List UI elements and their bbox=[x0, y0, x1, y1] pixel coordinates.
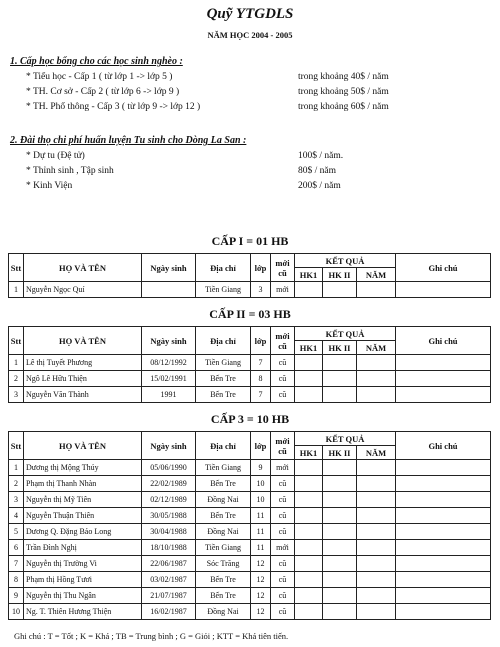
cell-status: cũ bbox=[271, 588, 295, 604]
cell-hk1 bbox=[295, 282, 323, 298]
cell-year bbox=[357, 460, 396, 476]
col-header-name: HỌ VÀ TÊN bbox=[24, 327, 142, 355]
section1-item-label: * Tiểu học - Cấp 1 ( từ lớp 1 -> lớp 5 ) bbox=[26, 72, 173, 82]
cell-year bbox=[357, 492, 396, 508]
col-header-hk1: HK1 bbox=[295, 268, 323, 282]
cell-stt: 8 bbox=[9, 572, 24, 588]
cell-year bbox=[357, 524, 396, 540]
cell-stt: 3 bbox=[9, 387, 24, 403]
cell-dob: 08/12/1992 bbox=[142, 355, 196, 371]
cell-note bbox=[396, 524, 491, 540]
cell-address: Bến Tre bbox=[196, 387, 251, 403]
cell-dob: 30/05/1988 bbox=[142, 508, 196, 524]
cell-year bbox=[357, 355, 396, 371]
table-row bbox=[9, 476, 491, 492]
page-title: Quỹ YTGDLS bbox=[206, 6, 294, 22]
cell-name: Nguyễn Thuận Thiên bbox=[24, 508, 142, 524]
cell-address: Bến Tre bbox=[196, 588, 251, 604]
col-header-hk2: HK II bbox=[323, 341, 357, 355]
section1-item-label: * TH. Cơ sở - Cấp 2 ( từ lớp 6 -> lớp 9 ) bbox=[26, 87, 180, 97]
cell-year bbox=[357, 604, 396, 620]
cell-stt: 1 bbox=[9, 355, 24, 371]
footnote: Ghi chú : T = Tốt ; K = Khá ; TB = Trung bình ; G = Giỏi ; KTT = Khá tiên tiến. bbox=[14, 631, 289, 641]
cell-hk1 bbox=[295, 460, 323, 476]
cell-grade: 12 bbox=[251, 604, 271, 620]
cell-stt: 10 bbox=[9, 604, 24, 620]
table-row bbox=[9, 524, 491, 540]
cell-status: mới bbox=[271, 460, 295, 476]
col-header-result: KẾT QUẢ bbox=[295, 327, 396, 341]
cell-grade: 7 bbox=[251, 355, 271, 371]
col-header-hk1: HK1 bbox=[295, 446, 323, 460]
cell-hk1 bbox=[295, 588, 323, 604]
cell-status: mới bbox=[271, 540, 295, 556]
cell-hk1 bbox=[295, 355, 323, 371]
cell-stt: 4 bbox=[9, 508, 24, 524]
section2-item-value: 200$ / năm bbox=[298, 181, 341, 191]
cell-dob: 22/06/1987 bbox=[142, 556, 196, 572]
section2-heading: 2. Đài thọ chi phí huấn luyện Tu sinh cho Dòng La San : bbox=[10, 135, 247, 146]
col-header-year: NĂM bbox=[357, 341, 396, 355]
cell-stt: 2 bbox=[9, 371, 24, 387]
cell-note bbox=[396, 492, 491, 508]
cell-address: Bến Tre bbox=[196, 371, 251, 387]
cell-address: Tiền Giang bbox=[196, 460, 251, 476]
col-header-hk2: HK II bbox=[323, 446, 357, 460]
cell-stt: 3 bbox=[9, 492, 24, 508]
cell-note bbox=[396, 572, 491, 588]
table-row bbox=[9, 588, 491, 604]
cell-status: cũ bbox=[271, 387, 295, 403]
table-row bbox=[9, 371, 491, 387]
cell-hk2 bbox=[323, 371, 357, 387]
cell-stt: 2 bbox=[9, 476, 24, 492]
cell-hk2 bbox=[323, 588, 357, 604]
scholarship-table bbox=[8, 326, 491, 403]
cell-hk1 bbox=[295, 556, 323, 572]
cell-name: Nguyễn Ngọc Quí bbox=[24, 282, 142, 298]
col-header-address: Địa chỉ bbox=[196, 432, 251, 460]
cell-dob: 16/02/1987 bbox=[142, 604, 196, 620]
cell-stt: 9 bbox=[9, 588, 24, 604]
table-caption: CẤP I = 01 HB bbox=[211, 234, 289, 248]
cell-note bbox=[396, 604, 491, 620]
col-header-grade: lớp bbox=[251, 254, 271, 282]
cell-name: Nguyễn thị Mỹ Tiên bbox=[24, 492, 142, 508]
cell-year bbox=[357, 387, 396, 403]
section1-item-value: trong khoảng 50$ / năm bbox=[298, 87, 389, 97]
cell-dob: 15/02/1991 bbox=[142, 371, 196, 387]
table-row bbox=[9, 460, 491, 476]
col-header-stt: Stt bbox=[9, 327, 24, 355]
cell-year bbox=[357, 508, 396, 524]
cell-year bbox=[357, 371, 396, 387]
cell-grade: 8 bbox=[251, 371, 271, 387]
cell-address: Đồng Nai bbox=[196, 492, 251, 508]
cell-dob: 1991 bbox=[142, 387, 196, 403]
cell-address: Tiền Giang bbox=[196, 540, 251, 556]
cell-grade: 10 bbox=[251, 476, 271, 492]
cell-status: cũ bbox=[271, 572, 295, 588]
table-row bbox=[9, 387, 491, 403]
col-header-note: Ghi chú bbox=[396, 432, 491, 460]
cell-address: Sóc Trăng bbox=[196, 556, 251, 572]
scholarship-table bbox=[8, 253, 491, 298]
col-header-result: KẾT QUẢ bbox=[295, 432, 396, 446]
cell-grade: 3 bbox=[251, 282, 271, 298]
col-header-status: mới cũ bbox=[271, 432, 295, 460]
cell-name: Lê thị Tuyết Phương bbox=[24, 355, 142, 371]
col-header-name: HỌ VÀ TÊN bbox=[24, 432, 142, 460]
cell-grade: 11 bbox=[251, 508, 271, 524]
cell-year bbox=[357, 476, 396, 492]
scholarship-table bbox=[8, 431, 491, 620]
cell-hk2 bbox=[323, 572, 357, 588]
cell-year bbox=[357, 282, 396, 298]
cell-note bbox=[396, 282, 491, 298]
cell-hk2 bbox=[323, 460, 357, 476]
cell-status: cũ bbox=[271, 556, 295, 572]
col-header-name: HỌ VÀ TÊN bbox=[24, 254, 142, 282]
cell-grade: 9 bbox=[251, 460, 271, 476]
cell-grade: 11 bbox=[251, 524, 271, 540]
col-header-grade: lớp bbox=[251, 432, 271, 460]
section2-item-label: * Kinh Viện bbox=[26, 181, 73, 191]
table-row bbox=[9, 492, 491, 508]
cell-name: Dương Q. Đặng Bảo Long bbox=[24, 524, 142, 540]
cell-note bbox=[396, 508, 491, 524]
col-header-address: Địa chỉ bbox=[196, 254, 251, 282]
col-header-stt: Stt bbox=[9, 432, 24, 460]
cell-name: Nguyễn thị Thu Ngân bbox=[24, 588, 142, 604]
col-header-dob: Ngày sinh bbox=[142, 432, 196, 460]
cell-name: Nguyễn thị Trường Vi bbox=[24, 556, 142, 572]
table-row bbox=[9, 355, 491, 371]
col-header-note: Ghi chú bbox=[396, 327, 491, 355]
cell-hk2 bbox=[323, 282, 357, 298]
table-row bbox=[9, 572, 491, 588]
cell-year bbox=[357, 572, 396, 588]
cell-note bbox=[396, 387, 491, 403]
cell-hk2 bbox=[323, 476, 357, 492]
cell-hk2 bbox=[323, 524, 357, 540]
cell-status: cũ bbox=[271, 355, 295, 371]
cell-note bbox=[396, 355, 491, 371]
cell-grade: 11 bbox=[251, 540, 271, 556]
table-row bbox=[9, 282, 491, 298]
cell-year bbox=[357, 556, 396, 572]
col-header-year: NĂM bbox=[357, 446, 396, 460]
cell-hk1 bbox=[295, 387, 323, 403]
cell-note bbox=[396, 540, 491, 556]
cell-dob bbox=[142, 282, 196, 298]
col-header-dob: Ngày sinh bbox=[142, 327, 196, 355]
col-header-note: Ghi chú bbox=[396, 254, 491, 282]
section1-item-value: trong khoảng 60$ / năm bbox=[298, 102, 389, 112]
cell-hk2 bbox=[323, 492, 357, 508]
cell-dob: 18/10/1988 bbox=[142, 540, 196, 556]
section2-item-label: * Dự tu (Đệ tử) bbox=[26, 151, 85, 161]
cell-name: Phạm thị Hồng Tươi bbox=[24, 572, 142, 588]
cell-hk2 bbox=[323, 556, 357, 572]
cell-status: cũ bbox=[271, 604, 295, 620]
cell-hk2 bbox=[323, 604, 357, 620]
cell-hk2 bbox=[323, 387, 357, 403]
section2-item-label: * Thỉnh sinh , Tập sinh bbox=[26, 166, 114, 176]
cell-note bbox=[396, 371, 491, 387]
table-row bbox=[9, 508, 491, 524]
cell-hk1 bbox=[295, 572, 323, 588]
section2-item-value: 80$ / năm bbox=[298, 166, 336, 176]
cell-address: Tiền Giang bbox=[196, 355, 251, 371]
cell-name: Dương thị Mộng Thúy bbox=[24, 460, 142, 476]
cell-address: Đồng Nai bbox=[196, 604, 251, 620]
table-caption: CẤP II = 03 HB bbox=[209, 307, 291, 321]
col-header-status: mới cũ bbox=[271, 327, 295, 355]
cell-name: Nguyễn Văn Thành bbox=[24, 387, 142, 403]
cell-hk1 bbox=[295, 524, 323, 540]
cell-name: Ngô Lê Hữu Thiện bbox=[24, 371, 142, 387]
cell-address: Bến Tre bbox=[196, 572, 251, 588]
cell-hk1 bbox=[295, 540, 323, 556]
cell-stt: 5 bbox=[9, 524, 24, 540]
cell-status: cũ bbox=[271, 476, 295, 492]
cell-status: cũ bbox=[271, 508, 295, 524]
cell-status: cũ bbox=[271, 524, 295, 540]
cell-hk1 bbox=[295, 371, 323, 387]
cell-stt: 1 bbox=[9, 282, 24, 298]
cell-hk2 bbox=[323, 355, 357, 371]
section2-item-value: 100$ / năm. bbox=[298, 151, 344, 161]
cell-address: Bến Tre bbox=[196, 508, 251, 524]
cell-dob: 03/02/1987 bbox=[142, 572, 196, 588]
school-year: NĂM HỌC 2004 - 2005 bbox=[207, 30, 293, 40]
section1-item-label: * TH. Phổ thông - Cấp 3 ( từ lớp 9 -> lớp 12 ) bbox=[26, 102, 201, 112]
cell-name: Ng. T. Thiên Hương Thiện bbox=[24, 604, 142, 620]
section1-item-value: trong khoảng 40$ / năm bbox=[298, 72, 389, 82]
col-header-hk2: HK II bbox=[323, 268, 357, 282]
cell-stt: 6 bbox=[9, 540, 24, 556]
cell-hk1 bbox=[295, 508, 323, 524]
cell-year bbox=[357, 540, 396, 556]
cell-dob: 05/06/1990 bbox=[142, 460, 196, 476]
cell-grade: 7 bbox=[251, 387, 271, 403]
cell-dob: 21/07/1987 bbox=[142, 588, 196, 604]
cell-hk2 bbox=[323, 540, 357, 556]
cell-dob: 02/12/1989 bbox=[142, 492, 196, 508]
cell-note bbox=[396, 588, 491, 604]
cell-status: cũ bbox=[271, 492, 295, 508]
col-header-dob: Ngày sinh bbox=[142, 254, 196, 282]
cell-status: mới bbox=[271, 282, 295, 298]
col-header-status: mới cũ bbox=[271, 254, 295, 282]
cell-dob: 30/04/1988 bbox=[142, 524, 196, 540]
col-header-result: KẾT QUẢ bbox=[295, 254, 396, 268]
cell-grade: 12 bbox=[251, 588, 271, 604]
col-header-address: Địa chỉ bbox=[196, 327, 251, 355]
cell-name: Phạm thị Thanh Nhàn bbox=[24, 476, 142, 492]
table-row bbox=[9, 604, 491, 620]
cell-hk2 bbox=[323, 508, 357, 524]
cell-hk1 bbox=[295, 604, 323, 620]
cell-note bbox=[396, 460, 491, 476]
cell-year bbox=[357, 588, 396, 604]
cell-note bbox=[396, 556, 491, 572]
cell-grade: 12 bbox=[251, 572, 271, 588]
cell-hk1 bbox=[295, 476, 323, 492]
cell-address: Tiền Giang bbox=[196, 282, 251, 298]
table-caption: CẤP 3 = 10 HB bbox=[210, 412, 290, 426]
table-row bbox=[9, 556, 491, 572]
cell-stt: 1 bbox=[9, 460, 24, 476]
col-header-hk1: HK1 bbox=[295, 341, 323, 355]
cell-name: Trần Đình Nghị bbox=[24, 540, 142, 556]
cell-grade: 10 bbox=[251, 492, 271, 508]
cell-status: cũ bbox=[271, 371, 295, 387]
col-header-year: NĂM bbox=[357, 268, 396, 282]
col-header-grade: lớp bbox=[251, 327, 271, 355]
col-header-stt: Stt bbox=[9, 254, 24, 282]
section1-heading: 1. Cấp học bổng cho các học sinh nghèo : bbox=[10, 56, 183, 67]
cell-stt: 7 bbox=[9, 556, 24, 572]
cell-dob: 22/02/1989 bbox=[142, 476, 196, 492]
table-row bbox=[9, 540, 491, 556]
cell-address: Bến Tre bbox=[196, 476, 251, 492]
cell-address: Đồng Nai bbox=[196, 524, 251, 540]
cell-grade: 12 bbox=[251, 556, 271, 572]
cell-note bbox=[396, 476, 491, 492]
cell-hk1 bbox=[295, 492, 323, 508]
